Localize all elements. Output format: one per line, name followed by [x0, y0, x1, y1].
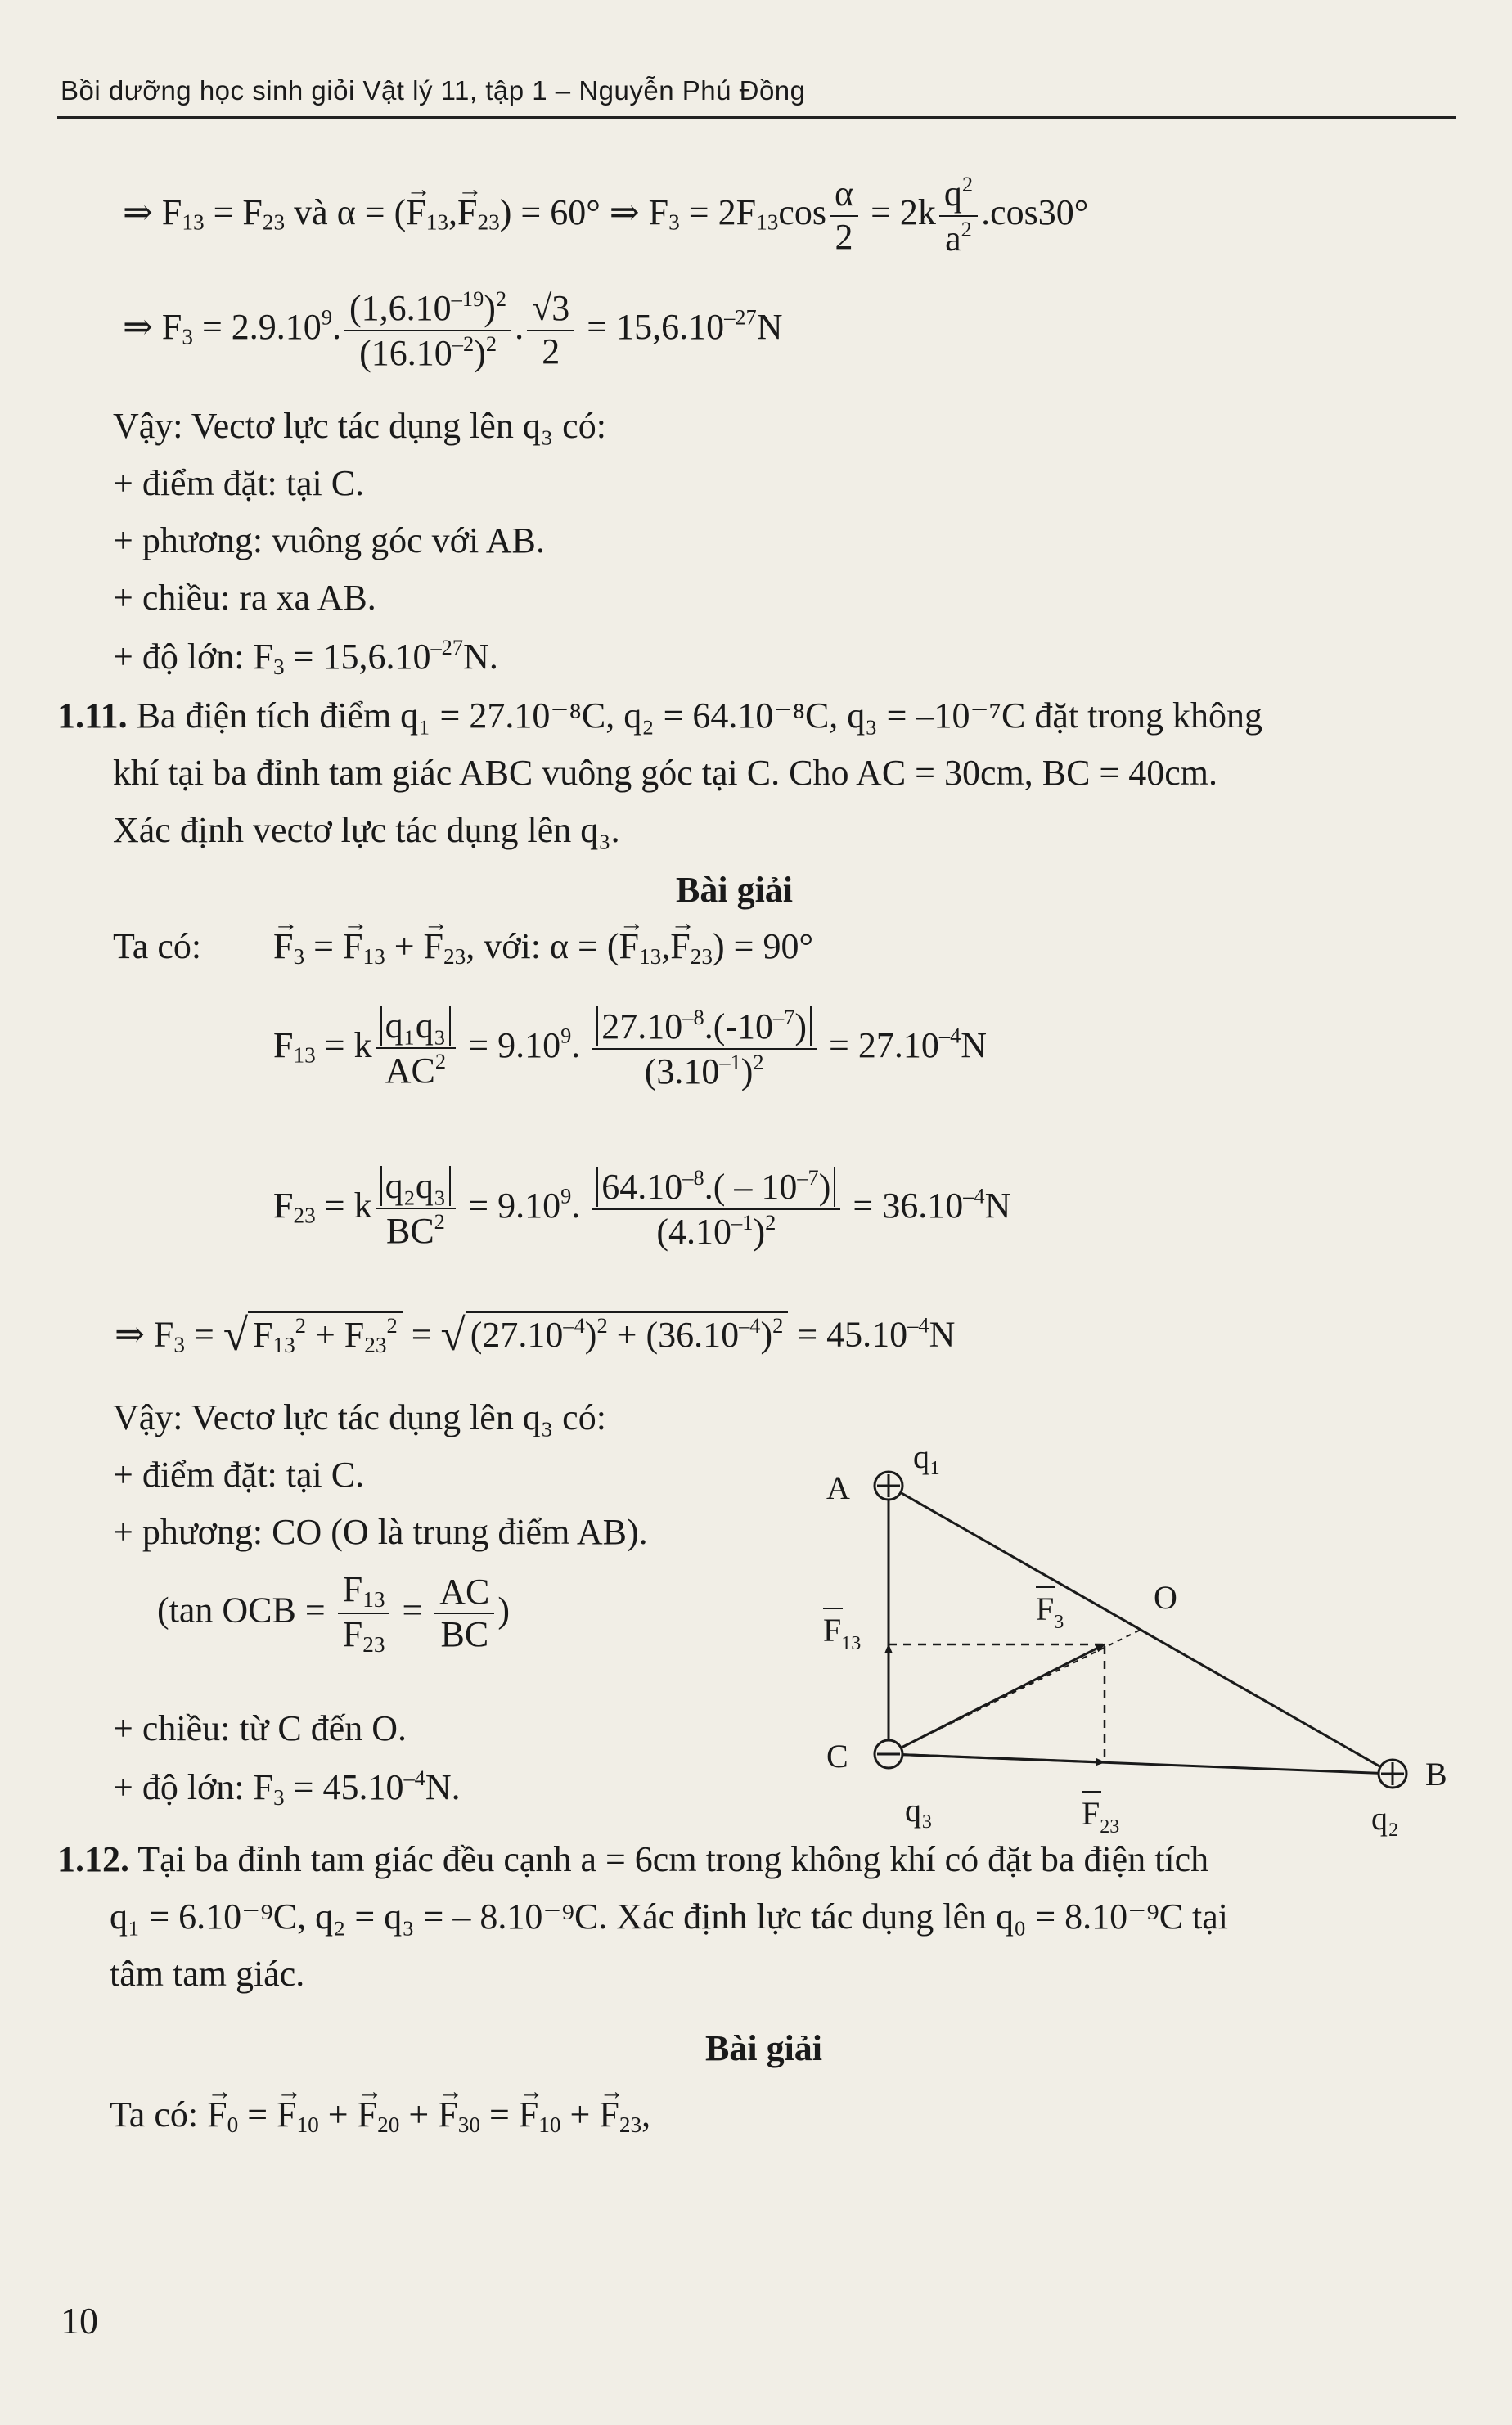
equation-f3-magnitude: ⇒ $F_3$ = √ $F_{13}^2 + F_{23}^2$ = √ $(27.10^{-4})^2 + (36.10^{-4})^2 = 45.10^{-4}N$ [115, 1310, 956, 1360]
label-f3: $F_3$ [1036, 1590, 1064, 1633]
problem-1-11-line2: khí tại ba đỉnh tam giác ABC vuông góc tại C. Cho AC = 30cm, BC = 40cm. [113, 753, 1217, 793]
point-of-application-1-11: + điểm đặt: tại C. [113, 1455, 365, 1495]
label-c: C [826, 1738, 848, 1775]
conclusion-line: Vậy: Vectơ lực tác dụng lên q₃ có: [113, 406, 606, 446]
label-a: A [826, 1469, 850, 1506]
label-b: B [1425, 1756, 1447, 1793]
vector-f23 [889, 1754, 1105, 1762]
label-q3: q₃ [905, 1792, 933, 1829]
equation-f13-equals-f23: ⇒ $F_{13} = F_{23}$ và α = (→ $F_{13},\to F_{23}) = 60^\circ$ ⇒ $F_3 = 2F_{13}\cos$ $\frac{\alpha}{2}$ = 2k $\frac{q^2}{a^2}$ .cos30° [123, 172, 1088, 260]
equation-f0-sum: Ta có: → $F_0$ = → $F_{10}$ + → $F_{20}$ + → $F_{30}$ = → $F_{10}$ + → $F_{23}$, [110, 2094, 650, 2138]
problem-1-12-line1: 1.12. Tại ba đỉnh tam giác đều cạnh a = 6cm trong không khí có đặt ba điện tích [57, 1839, 1209, 1879]
solution-heading-1-12: Bài giải [705, 2028, 823, 2068]
charge-q2-plus [1379, 1760, 1406, 1788]
page-number: 10 [61, 2300, 98, 2342]
equation-f23: $F_{23} = k$ $\frac{\text{q₂q₃}}{BC^2}$ = $9.10^9$. $\frac{64.10^{-8}.( - 10^{-7})}{(4.10^{-1})^2}$ = $36.10^{-4}N$ [273, 1165, 1011, 1252]
problem-1-12-line2: q₁ = 6.10⁻⁹C, q₂ = q₃ = – 8.10⁻⁹C. Xác định lực tác dụng lên q₀ = 8.10⁻⁹C tại [110, 1896, 1229, 1937]
solution-heading: Bài giải [676, 870, 794, 910]
sense-line-1-11: + chiều: từ C đến O. [113, 1708, 407, 1748]
magnitude-line: + độ lớn: $F_3 = 15,6.10^{-27}N$. [113, 635, 498, 679]
direction-line-1-11: + phương: CO (O là trung điểm AB). [113, 1512, 648, 1552]
running-header: Bồi dưỡng học sinh giỏi Vật lý 11, tập 1 – Nguyễn Phú Đồng [61, 75, 806, 106]
vector-sum-equation: → $F_3$ = → $F_{13}$ + → $F_{23}$, với: α = (→ $F_{13},\to F_{23}) = 90^\circ$ [273, 926, 813, 970]
charge-q1-plus [875, 1472, 902, 1500]
problem-1-12-line3: tâm tam giác. [110, 1954, 305, 1994]
header-rule [57, 116, 1456, 119]
equation-f13: $F_{13} = k$ $\frac{\text{q₁q₃}}{AC^2}$ = $9.10^9$. $\frac{27.10^{-8}.(-10^{-7})}{(3.10^{-1})^2}$ = $27.10^{-4}N$ [273, 1005, 988, 1091]
equation-f3-value: ⇒ $F_3 = 2.9.10^9$. $\frac{(1,6.10^{-19})^2}{(16.10^{-2})^2}$ . $\frac{√3}{2}$ = $15,6.10^{-27}N$ [123, 286, 783, 373]
point-of-application: + điểm đặt: tại C. [113, 463, 365, 503]
label-ta-co: Ta có: [113, 926, 202, 966]
problem-1-11-line3: Xác định vectơ lực tác dụng lên q₃. [113, 810, 620, 850]
vector-f3 [889, 1644, 1105, 1754]
problem-1-11-line1: 1.11. Ba điện tích điểm q₁ = 27.10⁻⁸C, q₂ = 64.10⁻⁸C, q₃ = –10⁻⁷C đặt trong không [57, 695, 1262, 736]
sense-line: + chiều: ra xa AB. [113, 578, 376, 618]
direction-line: + phương: vuông góc với AB. [113, 520, 545, 560]
force-diagram [810, 1432, 1481, 1857]
conclusion-line-1-11: Vậy: Vectơ lực tác dụng lên q₃ có: [113, 1397, 606, 1437]
label-q2: q₂ [1371, 1800, 1399, 1837]
magnitude-line-1-11: + độ lớn: $F_3 = 45.10^{-4}N$. [113, 1766, 461, 1810]
tan-ocb-equation: (tan OCB = $\frac{F_{13}}{F_{23}}$ = $\frac{AC}{BC}$ ) [157, 1569, 511, 1657]
label-f13: $F_{13}$ [823, 1612, 862, 1654]
label-f23: $F_{23}$ [1082, 1795, 1120, 1838]
charge-q3-minus [875, 1740, 902, 1768]
label-q1: q₁ [913, 1438, 941, 1475]
label-o: O [1154, 1579, 1177, 1616]
